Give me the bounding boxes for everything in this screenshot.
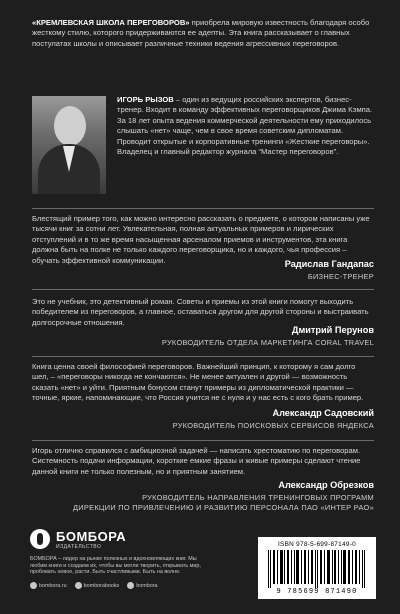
quote-text: Это не учебник, это детективный роман. Советы и приемы из этой книги помогут выходить победителем из переговоров, а главное, оставаться другом для другой стороны и выстраивать долгосрочные отношения. xyxy=(32,297,369,327)
social-instagram-label: bombora xyxy=(136,582,158,589)
quote-author-name: Дмитрий Перунов xyxy=(291,325,374,335)
social-instagram[interactable] xyxy=(127,582,157,589)
section-divider xyxy=(32,208,374,209)
quote-author-role: РУКОВОДИТЕЛЬ ОТДЕЛА МАРКЕТИНГА CORAL TRAVEL xyxy=(161,338,374,347)
quote-text: Блестящий пример того, как можно интересно рассказать о предмете, о котором написаны уже тысячи книг за сотни лет. Увлекательная, полная актуальных примеров и лирических отступлений и в то же время насыщенная арсеналом приемов и инструментов, эта книга должна быть на полке не только каждого переговорщика, но и каждого, чья профессия – обучать эффективной коммуникации. xyxy=(32,214,370,265)
quote-author-role-line2: ДИРЕКЦИИ ПО ПРИВЛЕЧЕНИЮ И РАЗВИТИЮ ПЕРСОНАЛА ПАО «ИНТЕР РАО» xyxy=(72,503,374,512)
quote-author-role: РУКОВОДИТЕЛЬ НАПРАВЛЕНИЯ ТРЕНИНГОВЫХ ПРОГРАММ xyxy=(142,493,374,502)
author-photo-head xyxy=(54,106,86,146)
isbn-label: ISBN 978-5-699-87149-0 xyxy=(277,541,356,548)
social-facebook-label: bomborabooks xyxy=(83,582,120,589)
quote-author-name: Радислав Гандапас xyxy=(284,259,374,269)
author-name: ИГОРЬ РЫЗОВ xyxy=(117,95,174,104)
author-photo xyxy=(32,96,106,194)
publisher-sub: ИЗДАТЕЛЬСТВО xyxy=(56,544,102,550)
barcode-bars xyxy=(268,550,366,588)
author-bio-text: – один из ведущих российских экспертов, бизнес-тренер. Входит в команду эффективных переговорщиков Джима Кэмпа. За 18 лет опыта ведения коммерческой деятельности ему приходилось слышать «нет» чаще, чем в свое время советским дипломатам. Проводит открытые и корпоративные тренинги «Жесткие переговоры». Владелец и главный редактор журнала “Мастер переговоров”. xyxy=(117,95,373,157)
section-divider xyxy=(32,356,374,357)
social-site[interactable] xyxy=(30,582,67,589)
quote-author-name: Александр Садовский xyxy=(272,408,374,418)
bombora-logo-icon xyxy=(30,529,50,549)
quote-text: Игорь отлично справился с амбициозной задачей — написать хрестоматию по переговорам. Системность подачи информации, короткие емкие фразы и живые примеры сделают чтение данной книги не только полезным, но и приятным занятием. xyxy=(32,446,361,476)
facebook-icon xyxy=(75,582,82,589)
quote-author-role: БИЗНЕС-ТРЕНЕР xyxy=(307,272,374,281)
publisher-blurb: БОМБОРА – лидер на рынке полезных и вдохновляющих книг. Мы любим книги и создаем их, чтобы вы могли творить, открывать мир, пробовать новое, расти. Быть счастливыми. Быть на волне. xyxy=(30,556,201,576)
quote-text: Книга ценна своей философией переговоров. Важнейший принцип, к которому я сам долго шел, – «переговоры никогда не кончаются». Не менее актуален и другой — возможность сказать «нет» и уйти. Приятным бонусом станут примеры из дипломатической практики — точные, яркие, напоминающие, что Россия учится не с нуля и у нас есть с кого брать пример. xyxy=(32,362,364,403)
quote-author-role: РУКОВОДИТЕЛЬ ПОИСКОВЫХ СЕРВИСОВ ЯНДЕКСА xyxy=(172,421,374,430)
barcode xyxy=(258,537,376,599)
section-divider xyxy=(32,289,374,290)
instagram-icon xyxy=(127,582,134,589)
social-site-label: bombora.ru xyxy=(39,582,67,589)
globe-icon xyxy=(30,582,37,589)
publisher-logo xyxy=(30,527,140,553)
ean-digits: 9 785699 871490 xyxy=(276,588,358,596)
section-divider xyxy=(32,440,374,441)
intro-paragraph xyxy=(32,18,374,49)
school-title: «КРЕМЛЕВСКАЯ ШКОЛА ПЕРЕГОВОРОВ» xyxy=(32,18,190,27)
author-bio xyxy=(117,95,375,157)
publisher-socials xyxy=(30,582,158,589)
quote-author-name: Александр Обрезков xyxy=(278,480,374,490)
intro-text: приобрела мировую известность благодаря особо жесткому стилю, которого придерживаются ее адепты. Эта книга рассказывает о главных постулатах школы и описывает различные техники ведения агрессивных переговоров. xyxy=(32,18,370,48)
publisher-brand: БОМБОРА xyxy=(56,529,127,544)
social-facebook[interactable] xyxy=(75,582,120,589)
